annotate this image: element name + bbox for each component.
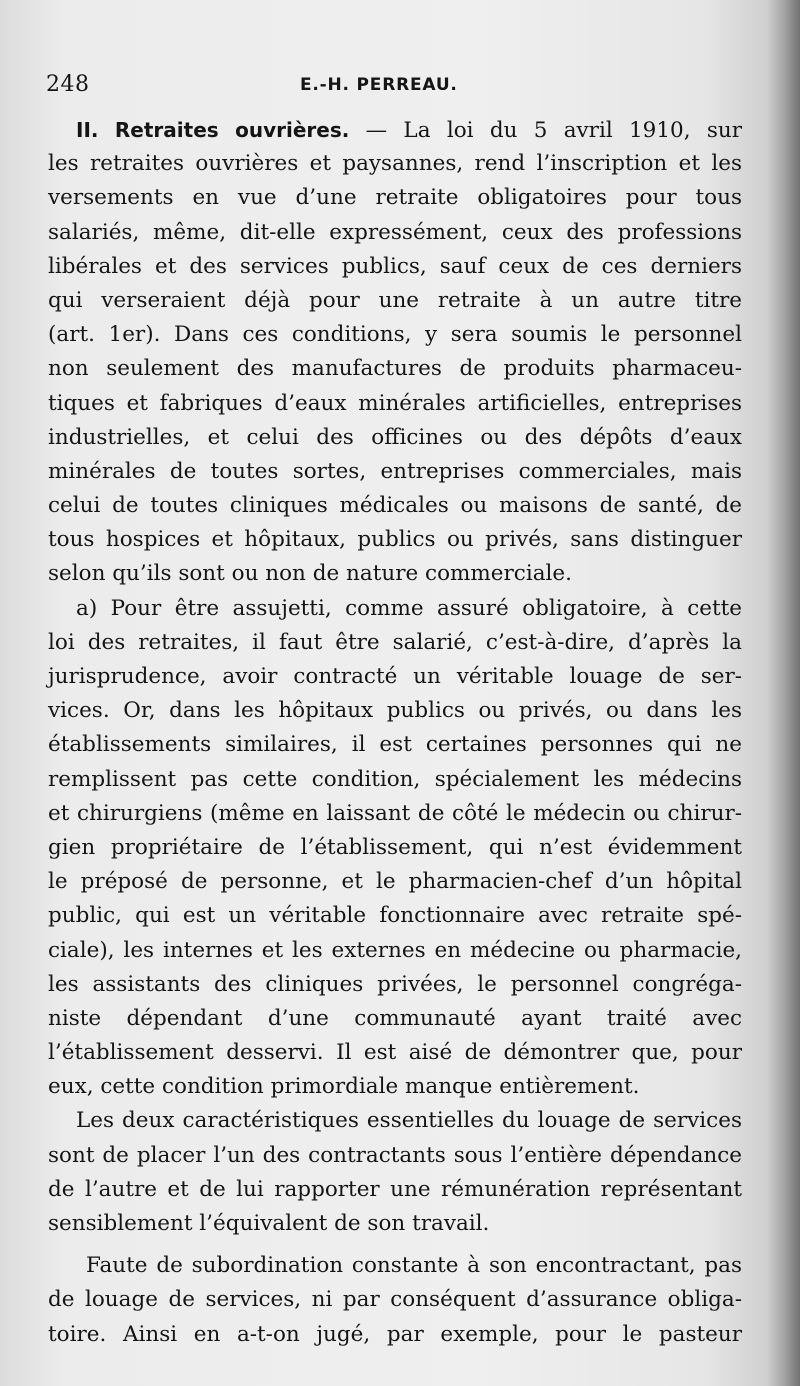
text-line: sont de placer l’un des contractants sous l’entière dépendance: [48, 1142, 742, 1168]
text-line: [48, 113, 742, 147]
text-line: le préposé de personne, et le pharmacien-chef d’un hôpital: [48, 869, 742, 895]
text-line: Faute de subordination constante à son encontractant, pas: [86, 1253, 742, 1279]
binding-shadow: [766, 0, 800, 1386]
text-line: gien propriétaire de l’établissement, qui n’est évidemment: [48, 834, 742, 860]
text-line: et chirurgiens (même en laissant de côté le médecin ou chirur-: [48, 800, 742, 826]
text-line: ciale), les internes et les externes en médecine ou pharmacie,: [48, 937, 742, 963]
text-line: tiques et fabriques d’eaux minérales artificielles, entreprises: [48, 390, 742, 416]
text-line: non seulement des manufactures de produits pharmaceu-: [48, 356, 742, 382]
text-line-fragment: — La loi du 5 avril 1910, sur: [349, 118, 743, 143]
text-line: Les deux caractéristiques essentielles du louage de services: [76, 1108, 742, 1134]
text-line: selon qu’ils sont ou non de nature commerciale.: [48, 561, 572, 587]
text-line: établissements similaires, il est certaines personnes qui ne: [48, 732, 742, 758]
text-line: remplissent pas cette condition, spécialement les médecins: [48, 766, 742, 792]
text-line: vices. Or, dans les hôpitaux publics ou privés, ou dans les: [48, 698, 742, 724]
text-line: celui de toutes cliniques médicales ou maisons de santé, de: [48, 493, 742, 519]
text-line: tous hospices et hôpitaux, publics ou privés, sans distinguer: [48, 527, 742, 553]
text-line: salariés, même, dit-elle expressément, ceux des professions: [48, 219, 742, 245]
text-line: libérales et des services publics, sauf ceux de ces derniers: [48, 253, 742, 279]
text-line: de louage de services, ni par conséquent d’assurance obliga-: [48, 1287, 742, 1313]
text-line: les retraites ouvrières et paysannes, rend l’inscription et les: [48, 151, 742, 177]
running-head: E.-H. PERREAU.: [300, 75, 458, 95]
text-line: public, qui est un véritable fonctionnaire avec retraite spé-: [48, 903, 742, 929]
text-line: (art. 1er). Dans ces conditions, y sera soumis le personnel: [48, 322, 742, 348]
text-line: jurisprudence, avoir contracté un véritable louage de ser-: [48, 664, 742, 689]
paragraph-gap: [48, 1241, 742, 1249]
text-line: l’établissement desservi. Il est aisé de démontrer que, pour: [48, 1040, 742, 1066]
section-heading: II. Retraites ouvrières.: [76, 118, 350, 142]
text-line: niste dépendant d’une communauté ayant traité avec: [48, 1005, 742, 1031]
text-line: industrielles, et celui des officines ou des dépôts d’eaux: [48, 424, 742, 450]
text-line: de l’autre et de lui rapporter une rémunération représentant: [48, 1176, 742, 1202]
page-number: 248: [46, 72, 90, 97]
text-line: qui verseraient déjà pour une retraite à un autre titre: [48, 287, 742, 313]
text-line: sensiblement l’équivalent de son travail.: [48, 1211, 490, 1236]
text-line: versements en vue d’une retraite obligatoires pour tous: [48, 185, 742, 211]
text-line: toire. Ainsi en a-t-on jugé, par exemple, pour le pasteur: [48, 1321, 742, 1347]
text-line: loi des retraites, il faut être salarié, c’est-à-dire, d’après la: [48, 629, 742, 655]
text-line: minérales de toutes sortes, entreprises commerciales, mais: [48, 458, 742, 484]
text-line: les assistants des cliniques privées, le personnel congréga-: [48, 971, 742, 997]
text-line: eux, cette condition primordiale manque entièrement.: [48, 1074, 640, 1100]
text-line: a) Pour être assujetti, comme assuré obligatoire, à cette: [76, 595, 742, 621]
page-header: [46, 72, 740, 102]
body-text: [48, 113, 742, 1352]
